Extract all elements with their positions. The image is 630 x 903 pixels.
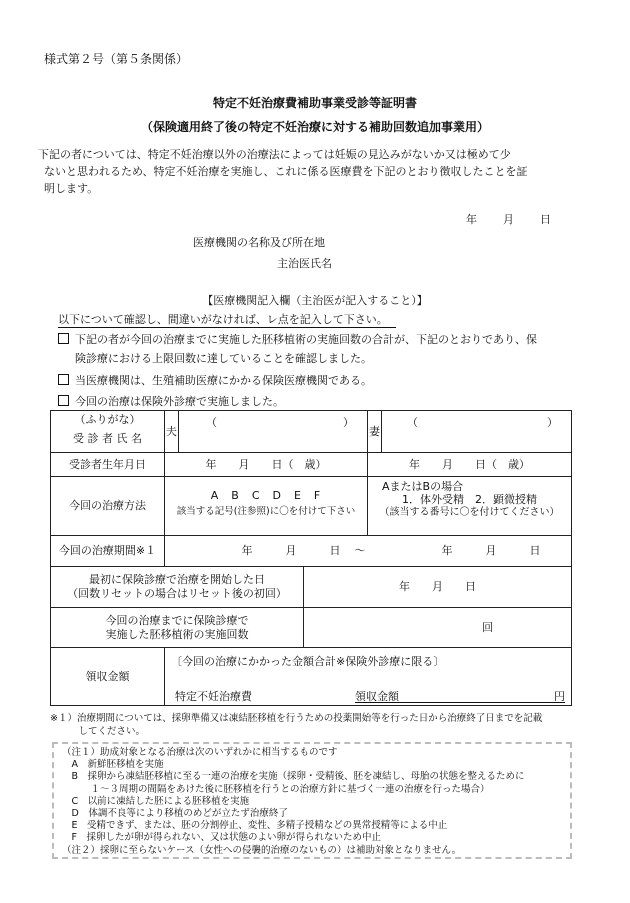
wife-birthdate-field[interactable]: 年 月 日（ 歳）: [409, 457, 530, 471]
note-line: E 受精できず、または、胚の分割停止、変性、多精子授精などの異常授精等による中止: [62, 820, 448, 832]
method-letters[interactable]: A B C D E F: [210, 489, 322, 502]
birthdate-label: 受診者生年月日: [69, 457, 146, 471]
ab-note: （該当する番号に〇を付けてください）: [379, 507, 560, 518]
note-line: （注２）採卵に至らないケース（女性への侵襲的治療のないもの）は補助対象となりません。: [62, 844, 462, 856]
certificate-form-table: [50, 410, 572, 706]
receipt-note: 〔今回の治療にかかった金額合計※保険外診療に限る〕: [171, 655, 445, 668]
intro-line: 明します。: [44, 182, 99, 195]
check-item-2: [58, 372, 372, 388]
transfer-count-label-2: 実施した胚移植術の実施回数: [105, 628, 249, 641]
entry-title: 【医療機関記入欄（主治医が記入すること）】: [202, 294, 428, 307]
husband-furigana-open: （: [206, 416, 217, 429]
date-month: 月: [503, 213, 514, 226]
intro-line: ないと思われるため、特定不妊治療を実施し、これに係る医療費を下記のとおり徴収したことを証: [44, 165, 528, 178]
note-line: １～３周期の間隔をあけた後に胚移植を行うとの治療方針に基づく一連の治療を行った場合）: [62, 783, 490, 795]
institution-label: 医療機関の名称及び所在地: [193, 236, 325, 249]
wife-name-field[interactable]: [385, 433, 567, 451]
check-item-1: [58, 331, 537, 347]
furigana-label: （ふりがな）: [74, 413, 141, 426]
checkbox[interactable]: [58, 374, 69, 385]
check-text: 下記の者が今回の治療までに実施した胚移植術の実施回数の合計が、下記のとおりであり、保: [75, 333, 537, 346]
document-subtitle: （保険適用終了後の特定不妊治療に対する補助回数追加事業用）: [140, 120, 489, 134]
intro-line: 下記の者については、特定不妊治療以外の治療法によっては妊娠の見込みがないか又は極めて少: [38, 148, 511, 161]
footnote-line: ※１）治療期間については、採卵準備又は凍結胚移植を行うための投薬開始等を行った日から治療終了日までを記載: [50, 713, 543, 724]
checkbox[interactable]: [58, 333, 69, 344]
date-year: 年: [466, 213, 477, 226]
husband-furigana-field[interactable]: [211, 413, 339, 427]
husband-birthdate-field[interactable]: 年 月 日（ 歳）: [205, 457, 327, 471]
treatment-method-label: 今回の治療方法: [69, 499, 146, 512]
footnote-line: してください。: [50, 726, 146, 737]
note-line: （注１）助成対象となる治療は次のいずれかに相当するものです: [62, 747, 338, 758]
patient-name-label: 受 診 者 氏 名: [73, 432, 142, 445]
period-tilde: ～: [354, 544, 366, 557]
document-title: 特定不妊治療費補助事業受診等証明書: [212, 96, 417, 110]
transfer-count-field[interactable]: 回: [482, 620, 493, 634]
receipt-item: 特定不妊治療費: [175, 690, 252, 703]
first-treatment-label: 最初に保険診療で治療を開始した日: [89, 573, 265, 586]
check-item-3: [58, 393, 284, 409]
note-line: A 新鮮胚移植を実施: [62, 759, 164, 771]
ab-options[interactable]: 1．体外受精 2．顕微授精: [402, 493, 537, 506]
note-line: F 採卵したが卵が得られない、又は状態のよい卵が得られないため中止: [62, 832, 381, 844]
yen-unit: 円: [554, 690, 565, 703]
first-treatment-label-note: （回数リセットの場合はリセット後の初回）: [67, 587, 287, 600]
husband-label: 夫: [166, 424, 177, 438]
form-number: 様式第２号（第５条関係）: [44, 52, 189, 66]
wife-furigana-open: （: [407, 416, 418, 429]
note-line: C 以前に凍結した胚による胚移植を実施: [62, 795, 250, 807]
period-end-field[interactable]: 年 月 日: [441, 544, 541, 557]
checkbox[interactable]: [58, 395, 69, 406]
wife-furigana-close: ）: [547, 416, 558, 429]
receipt-amount-field[interactable]: [355, 688, 565, 703]
check-item-1-cont: 険診療における上限回数に達していることを確認しました。: [75, 352, 372, 365]
wife-furigana-field[interactable]: [413, 413, 541, 427]
note-line: D 体調不良等により移植のめどが立たず治療終了: [62, 808, 288, 820]
first-treatment-date-field[interactable]: 年 月 日: [399, 580, 476, 593]
period-start-field[interactable]: 年 月 日: [241, 544, 341, 557]
wife-label: 妻: [369, 424, 380, 438]
husband-name-field[interactable]: [181, 433, 365, 451]
method-note: 該当する記号(注参照)に〇を付けて下さい: [176, 506, 356, 517]
receipt-label: 領収金額: [85, 669, 130, 683]
treatment-period-label: 今回の治療期間※１: [58, 544, 157, 557]
notes-box: [52, 742, 572, 859]
note-line: B 採卵から凍結胚移植に至る一連の治療を実施（採卵・受精後、胚を凍結し、母胎の状態を整えるために: [62, 771, 525, 783]
receipt-amount-label: 領収金額: [355, 690, 399, 703]
check-text: 今回の治療は保険外診療で実施しました。: [75, 395, 284, 408]
doctor-label: 主治医氏名: [277, 257, 332, 270]
transfer-count-label: 今回の治療までに保険診療で: [105, 614, 249, 627]
ab-title: AまたはBの場合: [382, 480, 464, 493]
husband-furigana-close: ）: [343, 416, 354, 429]
check-text: 当医療機関は、生殖補助医療にかかる保険医療機関である。: [75, 374, 372, 387]
instruction-text: 以下について確認し、間違いがなければ、レ点を記入して下さい。: [58, 311, 396, 328]
date-day: 日: [540, 213, 551, 226]
